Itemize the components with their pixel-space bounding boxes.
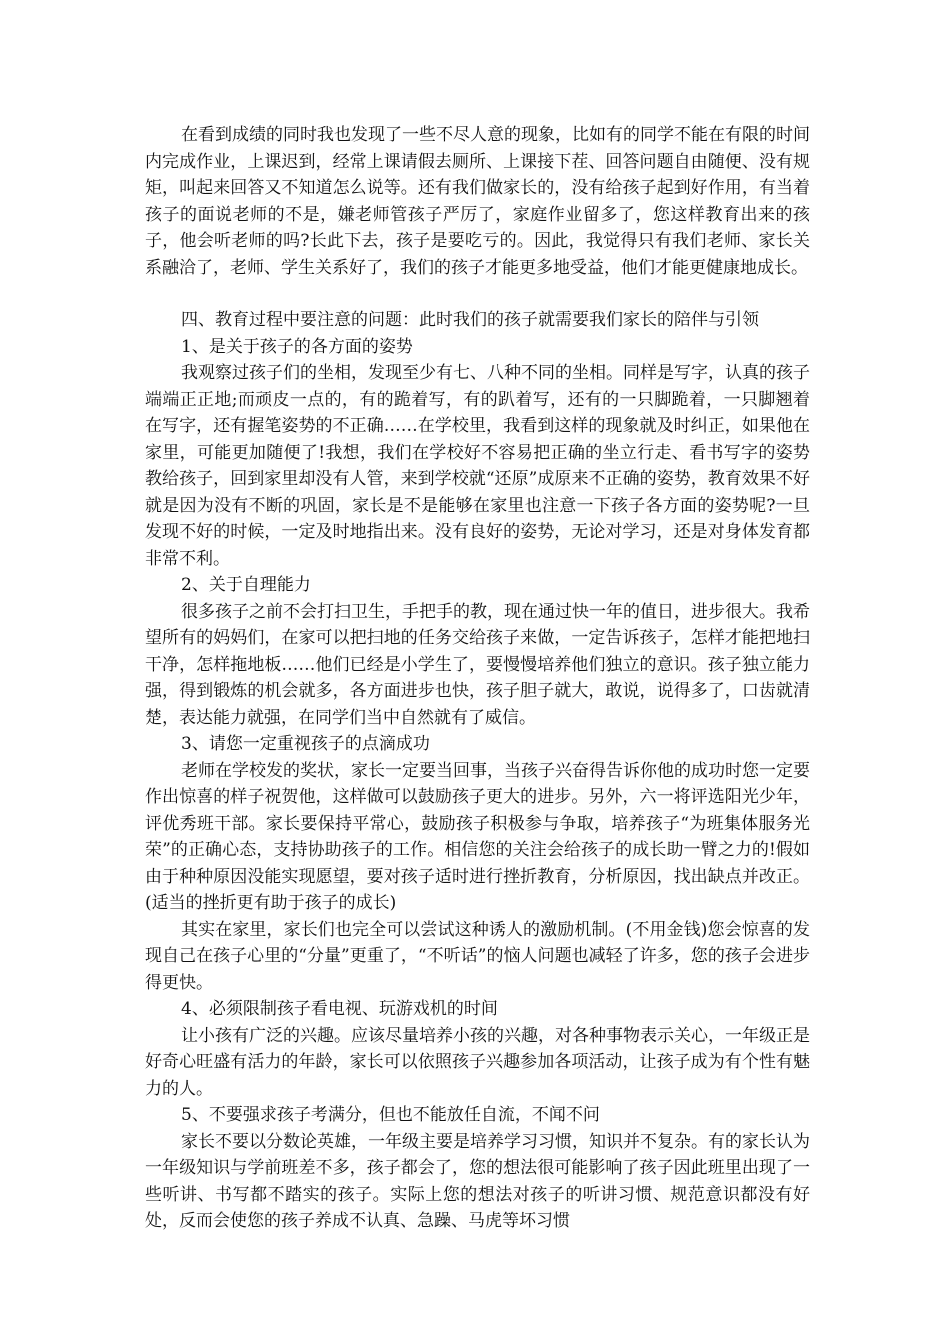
- paragraph-incentives: 其实在家里，家长们也完全可以尝试这种诱人的激励机制。(不用金钱)您会惊喜的发现自己在孩子心里的“分量”更重了，“不听话”的恼人问题也减轻了许多，您的孩子会进步得更快。: [145, 919, 810, 993]
- paragraph-posture: 我观察过孩子们的坐相，发现至少有七、八种不同的坐相。同样是写字，认真的孩子端端正正地;而顽皮一点的，有的跪着写，有的趴着写，还有的一只脚跪着，一只脚翘着在写字，还有握笔姿势的不正确……在学校里，我看到这样的现象就及时纠正，如果他在家里，可能更加随便了!我想，我们在学校好不容易把正确的坐立行走、看书写字的姿势教给孩子，回到家里却没有人管，来到学校就“还原”成原来不正确的姿势，教育效果不好就是因为没有不断的巩固，家长是不是能够在家里也注意一下孩子各方面的姿势呢?一旦发现不好的时候，一定及时地指出来。没有良好的姿势，无论对学习，还是对身体发育都非常不利。: [145, 363, 810, 569]
- paragraph-interests: 让小孩有广泛的兴趣。应该尽量培养小孩的兴趣，对各种事物表示关心，一年级正是好奇心旺盛有活力的年龄，家长可以依照孩子兴趣参加各项活动，让孩子成为有个性有魅力的人。: [145, 1025, 810, 1099]
- subheading-posture: 1、是关于孩子的各方面的姿势: [181, 336, 413, 357]
- subheading-tv-games: 4、必须限制孩子看电视、玩游戏机的时间: [181, 999, 498, 1019]
- document-body: [145, 122, 810, 1235]
- subheading-full-marks: 5、不要强求孩子考满分，但也不能放任自流，不闻不问: [181, 1105, 600, 1125]
- paragraph-small-successes: 老师在学校发的奖状，家长一定要当回事，当孩子兴奋得告诉你他的成功时您一定要作出惊喜的样子祝贺他，这样做可以鼓励孩子更大的进步。另外，六一将评选阳光少年，评优秀班干部。家长要保持平常心，鼓励孩子积极参与争取，培养孩子“为班集体服务光荣”的正确心态，支持协助孩子的工作。相信您的关注会给孩子的成长助一臂之力的!假如由于种种原因没能实现愿望，要对孩子适时进行挫折教育，分析原因，找出缺点并改正。(适当的挫折更有助于孩子的成长): [145, 760, 810, 913]
- paragraph-grades: 家长不要以分数论英雄，一年级主要是培养学习习惯，知识并不复杂。有的家长认为一年级知识与学前班差不多，孩子都会了，您的想法很可能影响了孩子因此班里出现了一些听讲、书写都不踏实的孩子。实际上您的想法对孩子的听讲习惯、规范意识都没有好处，反而会使您的孩子养成不认真、急躁、马虎等坏习惯: [145, 1131, 810, 1231]
- paragraph-self-care: 很多孩子之前不会打扫卫生，手把手的教，现在通过快一年的值日，进步很大。我希望所有的妈妈们，在家可以把扫地的任务交给孩子来做，一定告诉孩子，怎样才能把地扫干净，怎样拖地板……他们已经是小学生了，要慢慢培养他们独立的意识。孩子独立能力强，得到锻炼的机会就多，各方面进步也快，孩子胆子就大，敢说，说得多了，口齿就清楚，表达能力就强，在同学们当中自然就有了威信。: [145, 601, 810, 728]
- subheading-self-care: 2、关于自理能力: [181, 575, 311, 595]
- subheading-small-successes: 3、请您一定重视孩子的点滴成功: [181, 734, 430, 754]
- section-heading-four: 四、教育过程中要注意的问题：此时我们的孩子就需要我们家长的陪伴与引领: [181, 310, 759, 330]
- paragraph-observations: 在看到成绩的同时我也发现了一些不尽人意的现象，比如有的同学不能在有限的时间内完成作业，上课迟到，经常上课请假去厕所、上课接下茬、回答问题自由随便、没有规矩，叫起来回答又不知道怎么说等。还有我们做家长的，没有给孩子起到好作用，有当着孩子的面说老师的不是，嫌老师管孩子严厉了，家庭作业留多了，您这样教育出来的孩子，他会听老师的吗?长此下去，孩子是要吃亏的。因此，我觉得只有我们老师、家长关系融洽了，老师、学生关系好了，我们的孩子才能更多地受益，他们才能更健康地成长。: [145, 125, 810, 278]
